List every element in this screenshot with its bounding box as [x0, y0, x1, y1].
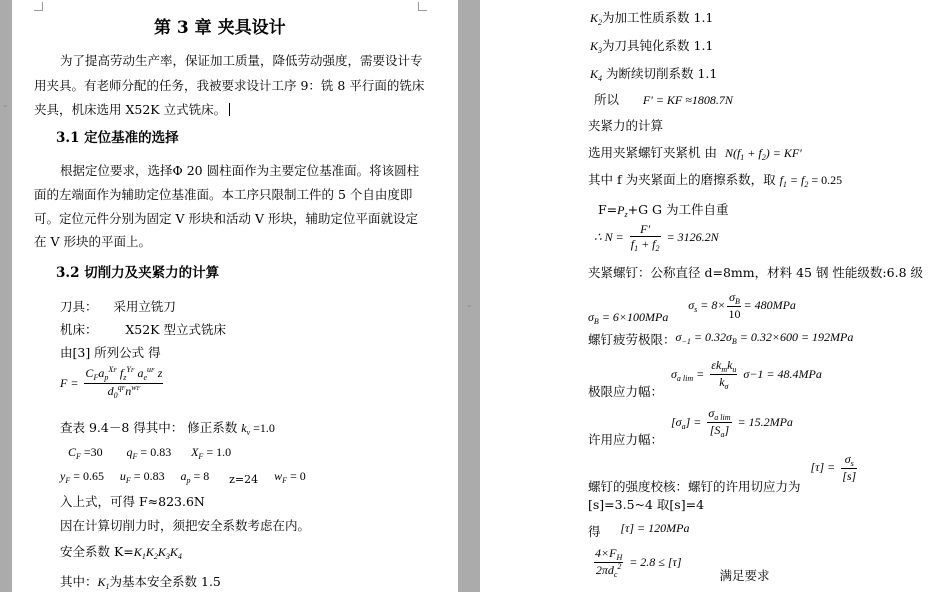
table-text: 查表 9.4－8 得其中： 修正系数 [60, 420, 238, 435]
document-page-left [12, 0, 458, 592]
page-corner-mark [418, 2, 427, 11]
k3-text: 为刀具钝化系数 1.1 [602, 38, 714, 53]
formula-intro: 由[3] 所列公式 得 [60, 345, 161, 360]
collapse-arrow-icon[interactable]: ⌄ [2, 100, 9, 109]
k4-line: $K_4$ 为断续切削系数 1.1 [590, 66, 718, 83]
tool-line [60, 299, 176, 315]
coefficient-row: $y_F = 0.65$ $u_F = 0.83$ $a_p = 8$ z=24 $w_F = 0$ [60, 469, 306, 486]
final-result: = 2.8 ≤ [τ] [629, 555, 682, 569]
clamp-mech: 选用夹紧螺钉夹紧机 由 [588, 145, 717, 160]
so-label: 所以 [594, 92, 620, 107]
paragraph-line: 为了提高劳动生产率，保证加工质量，降低劳动强度，需要设计专 [60, 53, 423, 68]
satisfy-text: 满足要求 [719, 568, 770, 583]
friction-text: 其中 f 为夹紧面上的磨擦系数，取 [588, 172, 776, 187]
safety-label: 安全系数 K= [60, 544, 134, 559]
machine-value: X52K 型立式铣床 [125, 322, 226, 337]
n-result: = 3126.2N [666, 230, 719, 244]
safety-note: 因在计算切削力时，须把安全系数考虑在内。 [60, 518, 311, 533]
tau-value: [τ] = 120MPa [620, 521, 690, 535]
fg-rest: +G G 为工件自重 [627, 202, 729, 217]
formula-fraction: $\frac{F'}{f_1 + f_2}$ [630, 222, 660, 253]
tau-line [588, 520, 690, 539]
check-line: 螺钉的强度校核：螺钉的许用切应力为 [τ] = $\frac{\sigma_s}{[s]}$ [588, 452, 857, 494]
section-heading: 3.2 切削力及夹紧力的计算 [56, 265, 220, 281]
fatigue-line: 螺钉疲劳极限：$\sigma_{-1} = 0.32\sigma_B = 0.32\times 600 = 192MPa$ [588, 330, 854, 347]
section-heading: 3.1 定位基准的选择 [56, 130, 179, 146]
chapter-title: 第 3 章 夹具设计 [154, 18, 286, 38]
formula-fraction: $\frac{4\times F_H}{2\pi d_c^2}$ [595, 546, 623, 579]
paragraph-line: 面的左端面作为辅助定位基准面。本工序只限制工件的 5 个自由度即 [34, 187, 413, 202]
sigma-line: $\sigma_B = 6\times 100MPa$ $\sigma_s = 8\times$ $\frac{\sigma_B}{10}$ = 480MPa [588, 290, 796, 326]
z-value: z=24 [229, 473, 259, 486]
clamp-title: 夹紧力的计算 [588, 118, 664, 133]
n-formula: ∴ N = $\frac{F'}{f_1 + f_2}$ = 3126.2N [594, 222, 719, 253]
screw-spec: 夹紧螺钉：公称直径 d=8mm，材料 45 钢 性能级数:6.8 级 [588, 265, 923, 280]
collapse-arrow-icon[interactable]: ⌄ [466, 300, 473, 309]
text-cursor [229, 103, 230, 116]
de-label: 得 [588, 524, 601, 539]
table-lookup-line: 查表 9.4－8 得其中： 修正系数 $k_v =1.0$ [60, 420, 275, 437]
k3-line: $K_3$为刀具钝化系数 1.1 [590, 38, 714, 55]
k2-text: 为加工性质系数 1.1 [602, 10, 714, 25]
paragraph-line: 在 V 形块的平面上。 [34, 234, 151, 249]
cutting-force-formula: F = $\frac{C_Fa_p^{XF} f_z^{YF} a_e^{uF} z}{d_0^{qF}n^{wF}}$ [60, 365, 163, 400]
formula-fraction: $\frac{\sigma_B}{10}$ [728, 290, 741, 321]
fatigue-label: 螺钉疲劳极限： [588, 332, 676, 347]
friction-line: 其中 f 为夹紧面上的磨擦系数，取 $f_1 = f_2 = 0.25$ [588, 172, 843, 189]
formula-fraction: $\frac{\sigma_{a lim}}{[S_a]}$ [708, 406, 731, 439]
k2-line: $K_2$为加工性质系数 1.1 [590, 10, 714, 27]
result-line: 入上式，可得 F≈823.6N [60, 494, 205, 509]
paragraph-line: 根据定位要求，选择Φ 20 圆柱面作为主要定位基准面。将该圆柱 [60, 163, 420, 178]
check-text: 螺钉的强度校核：螺钉的许用切应力为 [588, 479, 801, 494]
paragraph-line: 可。定位元件分别为固定 V 形块和活动 V 形块，辅助定位平面就设定 [34, 211, 418, 226]
sigma-s-result: = 480MPa [743, 298, 796, 312]
machine-line [60, 322, 226, 338]
allow-stress-line: 许用应力幅： $[\sigma_a]$ = $\frac{\sigma_{a lim}}{[S_a]}$ = 15.2MPa [588, 406, 793, 447]
tool-value: 采用立铣刀 [113, 299, 176, 314]
limit-label: 极限应力幅： [588, 384, 664, 399]
formula-fraction: $\frac{C_Fa_p^{XF} f_z^{YF} a_e^{uF} z}{d_0^{qF}n^{wF}}$ [85, 365, 163, 400]
safety-factor-line: 安全系数 $K=K_1K_2K_3K_4$ [60, 544, 182, 561]
document-page-right [480, 0, 938, 592]
allow-result: = 15.2MPa [737, 415, 793, 429]
paragraph-line: 用夹具。有老师分配的任务，我被要求设计工序 9：铣 8 平行面的铣床 [34, 78, 425, 93]
so-line: 所以 F′ = KF ≈1808.7N [594, 92, 733, 107]
k4-text: 为断续切削系数 1.1 [606, 66, 718, 81]
clamp-mech-line: 选用夹紧螺钉夹紧机 由 $N(f_1 + f_2) = KF'$ [588, 145, 802, 162]
allow-label: 许用应力幅： [588, 432, 664, 447]
limit-stress-line: 极限应力幅： $\sigma_{a lim}$ = $\frac{\varepsilon k_mk_u}{k_\sigma}$ σ−1 = 48.4MPa [588, 358, 822, 399]
machine-label: 机床： [60, 322, 98, 337]
k1-line: 其中：$K_1$为基本安全系数 1.5 [60, 574, 221, 591]
page-corner-mark [34, 2, 43, 11]
coefficient-row: $C_F =30$ $q_F = 0.83$ $X_F = 1.0$ [68, 445, 232, 461]
formula-fraction: $\frac{\sigma_s}{[s]}$ [842, 452, 857, 483]
paragraph-line: 夹具，机床选用 X52K 立式铣床。 [34, 102, 230, 118]
formula-fraction: $\frac{\varepsilon k_mk_u}{k_\sigma}$ [711, 358, 737, 391]
fg-line: $F=P_z+G$ G 为工件自重 [598, 202, 729, 219]
where-label: 其中： [60, 574, 98, 589]
limit-result: σ−1 = 48.4MPa [743, 367, 822, 381]
fg-text: F= [598, 202, 618, 217]
k1-text: 为基本安全系数 1.5 [109, 574, 221, 589]
safety-range-line: [s]=3.5~4 取[s]=4 [588, 497, 705, 512]
final-check-line [592, 546, 770, 583]
tool-label: 刀具： [60, 299, 98, 314]
